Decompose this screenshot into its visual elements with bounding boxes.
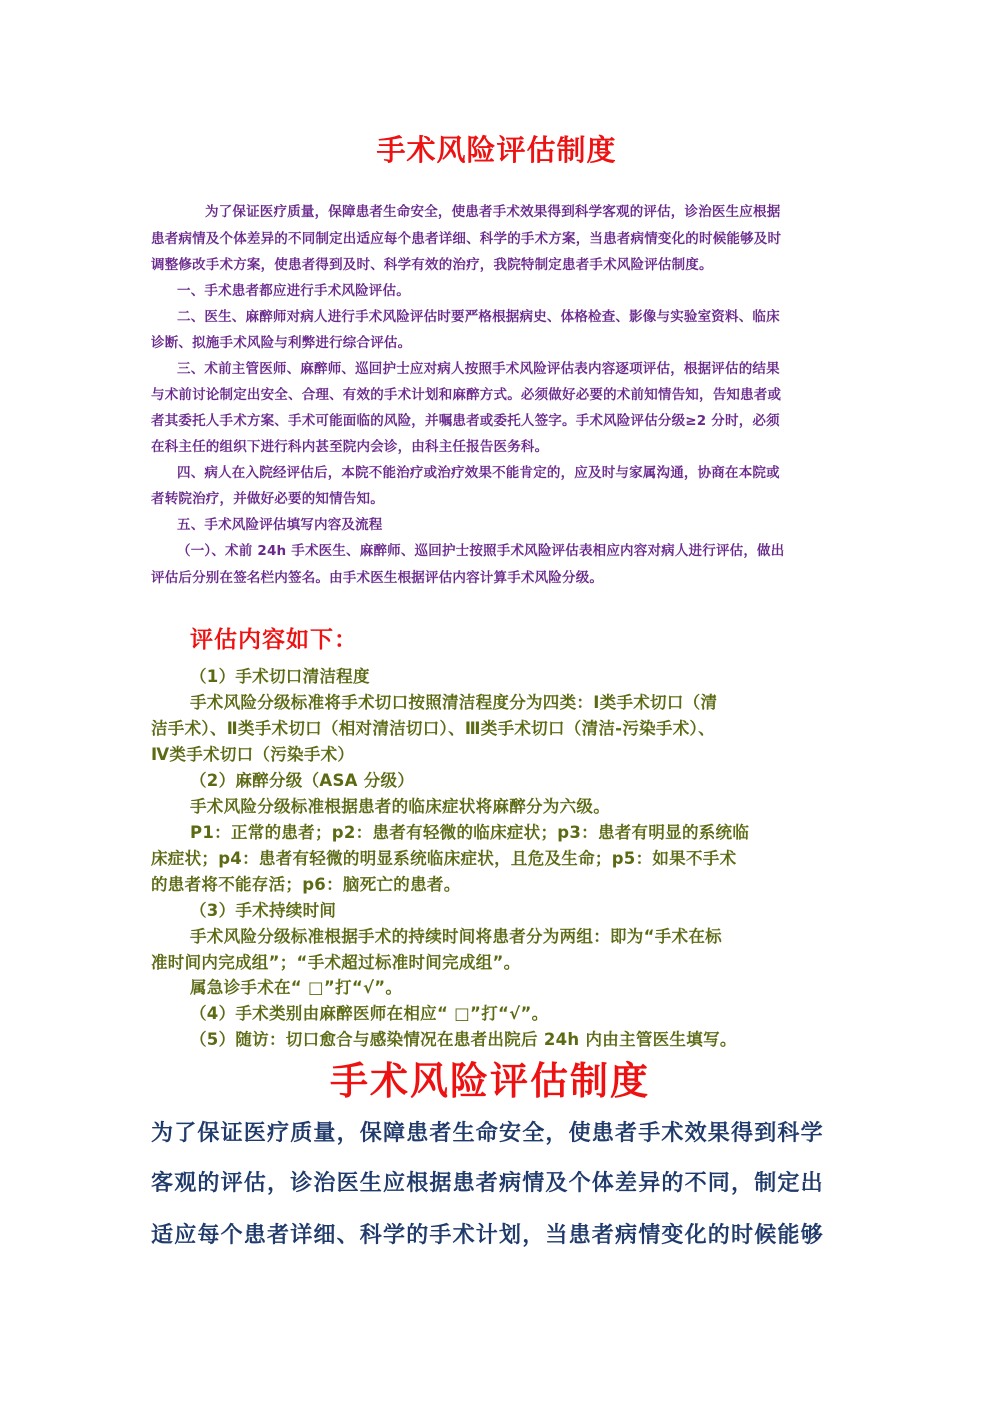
intro-line-3: 调整修改手术方案，使患者得到及时、科学有效的治疗，我院特制定患者手术风险评估制度。 xyxy=(151,257,713,273)
item-3-body-line-2: 准时间内完成组”；“手术超过标准时间完成组”。 xyxy=(151,953,521,972)
item-1-body-line-2: 洁手术）、Ⅱ类手术切口（相对清洁切口）、Ⅲ类手术切口（清洁-污染手术）、 xyxy=(151,719,715,738)
rule-3-line-2: 与术前讨论制定出安全、合理、有效的手术计划和麻醉方式。必须做好必要的术前知情告知，告知患者或 xyxy=(151,387,782,403)
rule-5: 五、手术风险评估填写内容及流程 xyxy=(177,517,383,533)
item-5: （5）随访：切口愈合与感染情况在患者出院后 24h 内由主管医生填写。 xyxy=(190,1030,737,1049)
item-1-body-line-1: 手术风险分级标准将手术切口按照清洁程度分为四类：Ⅰ类手术切口（清 xyxy=(190,693,718,712)
section-heading: 评估内容如下： xyxy=(190,627,358,653)
item-3-body-line-1: 手术风险分级标准根据手术的持续时间将患者分为两组：即为“手术在标 xyxy=(190,927,722,946)
item-1-body-line-3: Ⅳ类手术切口（污染手术） xyxy=(151,745,355,764)
item-1-title: （1）手术切口清洁程度 xyxy=(190,667,370,686)
rule-4-line-1: 四、病人在入院经评估后，本院不能治疗或治疗效果不能肯定的，应及时与家属沟通，协商在本院或 xyxy=(177,465,780,481)
repeat-line-3: 适应每个患者详细、科学的手术计划，当患者病情变化的时候能够 xyxy=(151,1223,824,1248)
item-2-body-line-1: 手术风险分级标准根据患者的临床症状将麻醉分为六级。 xyxy=(190,797,610,816)
rule-5a-line-1: （一）、术前 24h 手术医生、麻醉师、巡回护士按照手术风险评估表相应内容对病人进行评估，做出 xyxy=(177,543,785,559)
page-title: 手术风险评估制度 xyxy=(376,133,617,167)
rule-3-line-3: 者其委托人手术方案、手术可能面临的风险，并嘱患者或委托人签字。手术风险评估分级≥2 分时，必须 xyxy=(151,413,780,429)
item-4: （4）手术类别由麻醉医师在相应“ □”打“√”。 xyxy=(190,1004,549,1023)
item-2-title: （2）麻醉分级（ASA 分级） xyxy=(190,771,415,790)
item-3-title: （3）手术持续时间 xyxy=(190,901,337,920)
intro-line-2: 患者病情及个体差异的不同制定出适应每个患者详细、科学的手术方案，当患者病情变化的时候能够及时 xyxy=(151,231,782,247)
rule-2-line-2: 诊断、拟施手术风险与利弊进行综合评估。 xyxy=(151,335,412,351)
rule-5a-line-2: 评估后分别在签名栏内签名。由手术医生根据评估内容计算手术风险分级。 xyxy=(151,570,604,586)
rule-3-line-1: 三、术前主管医师、麻醉师、巡回护士应对病人按照手术风险评估表内容逐项评估，根据评估的结果 xyxy=(177,361,780,377)
rule-2-line-1: 二、医生、麻醉师对病人进行手术风险评估时要严格根据病史、体格检查、影像与实验室资料、临床 xyxy=(177,309,780,325)
rule-3-line-4: 在科主任的组织下进行科内甚至院内会诊，由科主任报告医务科。 xyxy=(151,439,549,455)
rule-4-line-2: 者转院治疗，并做好必要的知情告知。 xyxy=(151,491,384,507)
rule-1: 一、手术患者都应进行手术风险评估。 xyxy=(177,283,410,299)
repeat-line-2: 客观的评估，诊治医生应根据患者病情及个体差异的不同，制定出 xyxy=(151,1171,824,1196)
item-2-body-line-4: 的患者将不能存活；p6：脑死亡的患者。 xyxy=(151,875,461,894)
item-2-body-line-2: P1：正常的患者；p2：患者有轻微的临床症状；p3：患者有明显的系统临 xyxy=(190,823,750,842)
intro-line-1: 为了保证医疗质量，保障患者生命安全，使患者手术效果得到科学客观的评估，诊治医生应根据 xyxy=(205,204,781,220)
repeat-line-1: 为了保证医疗质量，保障患者生命安全，使患者手术效果得到科学 xyxy=(151,1121,824,1146)
item-2-body-line-3: 床症状；p4：患者有轻微的明显系统临床症状，且危及生命；p5：如果不手术 xyxy=(151,849,737,868)
item-3-body-line-3: 属急诊手术在“ □”打“√”。 xyxy=(190,978,403,997)
repeat-title: 手术风险评估制度 xyxy=(329,1059,650,1103)
